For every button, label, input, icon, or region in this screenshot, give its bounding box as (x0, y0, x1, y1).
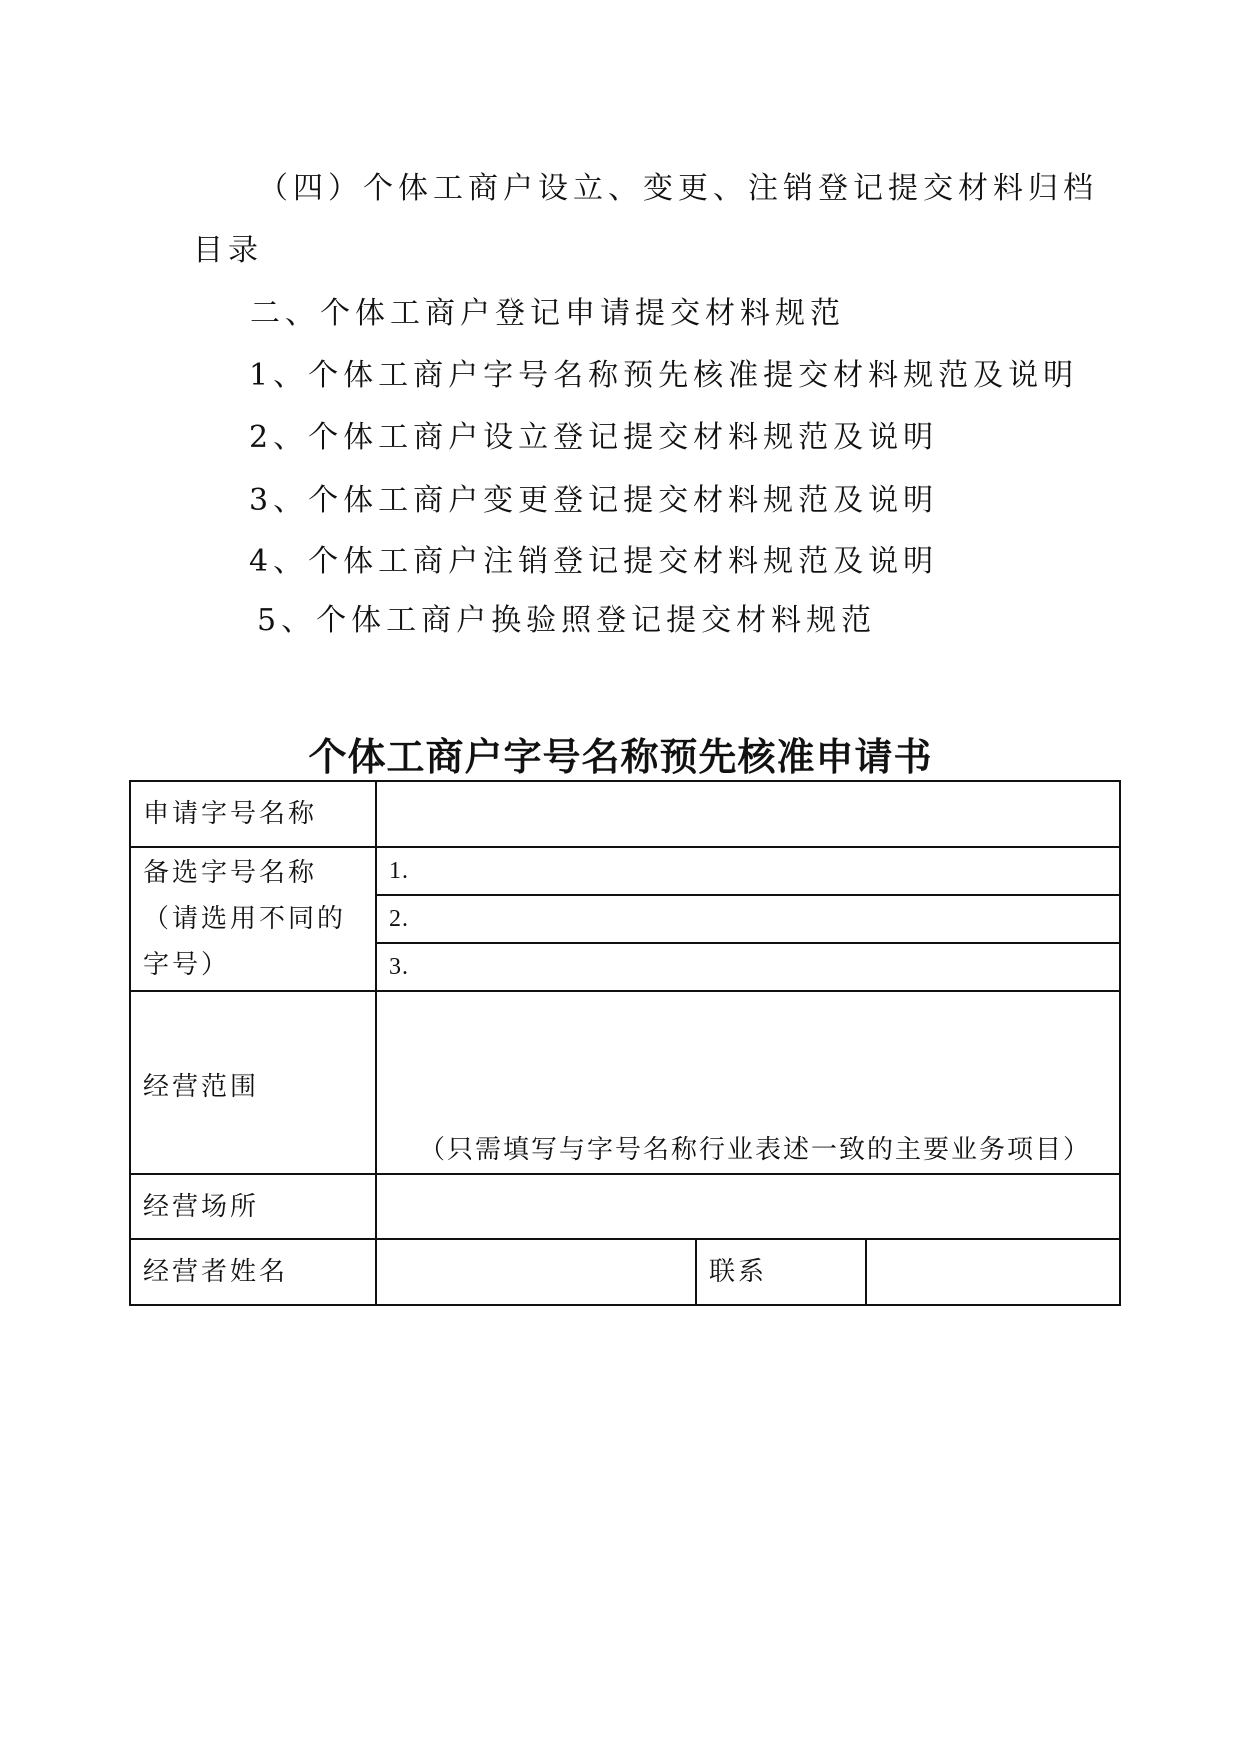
contact-label: 联系 (696, 1239, 866, 1305)
operator-name-label: 经营者姓名 (130, 1239, 376, 1305)
toc-item-2: 2、个体工商户设立登记提交材料规范及说明 (249, 420, 939, 455)
place-label: 经营场所 (130, 1174, 376, 1239)
alt-name-label-line-3: 字号） (143, 950, 231, 980)
toc-item-3: 3、个体工商户变更登记提交材料规范及说明 (249, 483, 939, 518)
toc-item-4: 4、个体工商户注销登记提交材料规范及说明 (249, 544, 939, 579)
alt-name-label (130, 847, 376, 991)
apply-name-label: 申请字号名称 (130, 781, 376, 847)
form-title: 个体工商户字号名称预先核准申请书 (308, 734, 933, 779)
scope-field[interactable] (376, 991, 1120, 1174)
alt-name-field-1[interactable] (376, 847, 1120, 895)
toc-item-5: 5、个体工商户换验照登记提交材料规范 (257, 603, 877, 638)
operator-name-field[interactable] (376, 1239, 696, 1305)
contact-field[interactable] (866, 1239, 1120, 1305)
toc-line-1: （四）个体工商户设立、变更、注销登记提交材料归档 (258, 171, 1098, 206)
alt-item-2: 2. (389, 906, 409, 932)
alt-item-3: 3. (389, 954, 409, 980)
alt-name-field-3[interactable] (376, 943, 1120, 991)
section-heading: 二、个体工商户登记申请提交材料规范 (250, 296, 845, 331)
place-field[interactable] (376, 1174, 1120, 1239)
scope-label: 经营范围 (130, 991, 376, 1174)
application-form-table (129, 780, 1121, 1306)
toc-line-2: 目录 (193, 233, 263, 268)
apply-name-field[interactable] (376, 781, 1120, 847)
scope-note: （只需填写与字号名称行业表述一致的主要业务项目） (419, 1135, 1092, 1165)
toc-item-1: 1、个体工商户字号名称预先核准提交材料规范及说明 (249, 358, 1079, 393)
alt-name-label-line-2: （请选用不同的 (143, 904, 347, 934)
alt-item-1: 1. (389, 858, 409, 884)
alt-name-field-2[interactable] (376, 895, 1120, 943)
alt-name-label-line-1: 备选字号名称 (143, 858, 318, 888)
